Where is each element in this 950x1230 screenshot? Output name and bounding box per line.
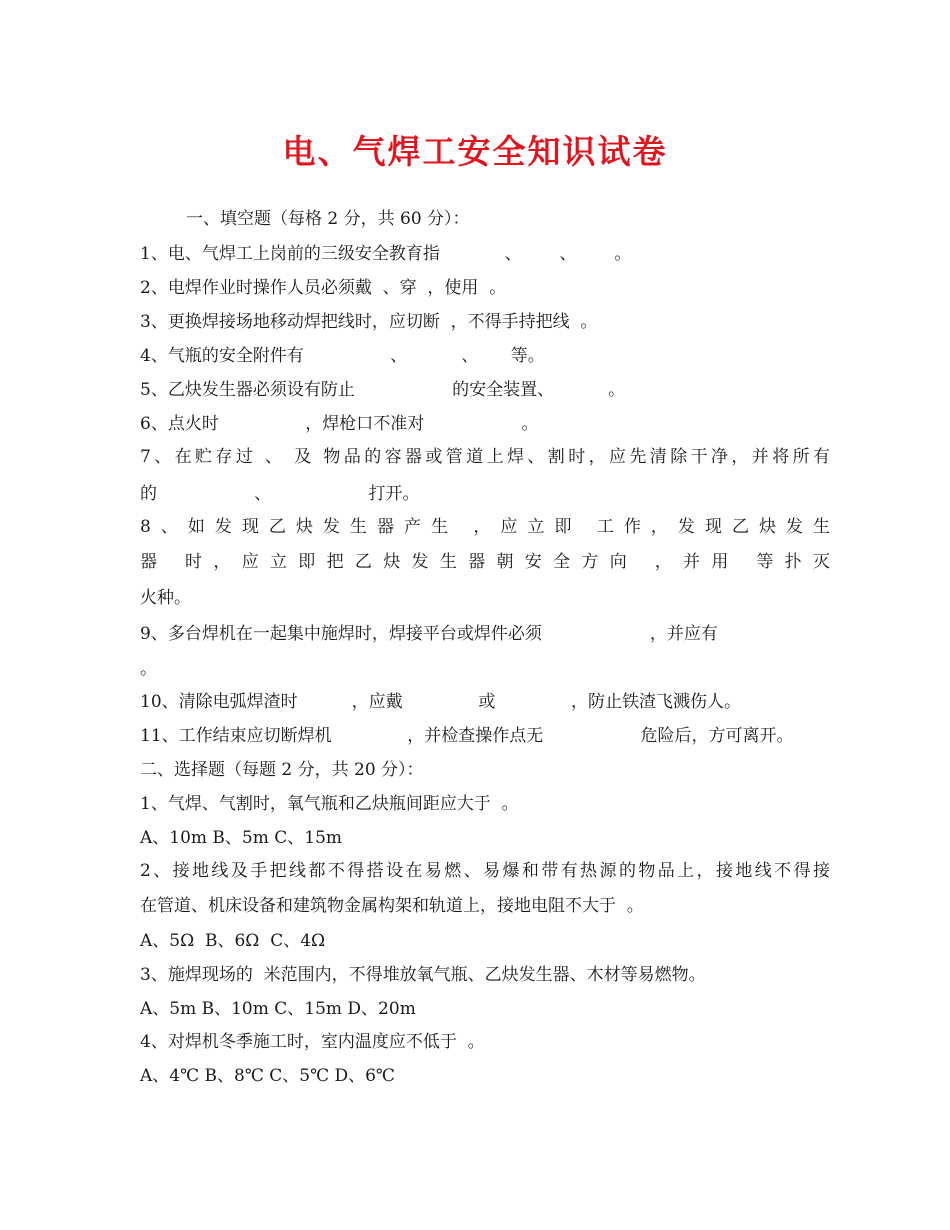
fill-in-question-8-line-1: 8、如发现乙炔发生器产生 ，应立即 工作，发现乙炔发生 — [140, 517, 830, 537]
choice-question-1: 1、气焊、气割时，氧气瓶和乙炔瓶间距应大于 。 — [140, 794, 519, 814]
choice-question-3-options: A、5m B、10m C、15m D、20m — [140, 999, 416, 1019]
choice-question-3: 3、施焊现场的 米范围内，不得堆放氧气瓶、乙炔发生器、木材等易燃物。 — [140, 965, 706, 985]
fill-in-question-7-line-2: 的 、 打开。 — [140, 484, 420, 504]
choice-question-2-line-2: 在管道、机床设备和建筑物金属构架和轨道上，接地电阻不大于 。 — [140, 896, 644, 916]
fill-in-question-9-line-2: 。 — [140, 659, 157, 679]
choice-question-4: 4、对焊机冬季施工时，室内温度应不低于 。 — [140, 1032, 485, 1052]
fill-in-question-3: 3、更换焊接场地移动焊把线时，应切断 ，不得手持把线 。 — [140, 312, 598, 332]
section-heading-choice: 二、选择题（每题 2 分，共 20 分）： — [140, 760, 424, 780]
fill-in-question-2: 2、电焊作业时操作人员必须戴 、穿 ，使用 。 — [140, 278, 507, 298]
fill-in-question-9-line-1: 9、多台焊机在一起集中施焊时，焊接平台或焊件必须 ，并应有 — [140, 624, 718, 644]
choice-question-2-line-1: 2、接地线及手把线都不得搭设在易燃、易爆和带有热源的物品上，接地线不得接 — [140, 861, 830, 881]
section-heading-fill-in: 一、填空题（每格 2 分，共 60 分）： — [186, 209, 470, 229]
fill-in-question-1: 1、电、气焊工上岗前的三级安全教育指 、 、 。 — [140, 244, 632, 264]
choice-question-1-options: A、10m B、5m C、15m — [140, 828, 343, 848]
fill-in-question-8-line-2: 器 时，应立即把乙炔发生器朝安全方向 ，并用 等扑灭 — [140, 552, 830, 572]
fill-in-question-4: 4、气瓶的安全附件有 、 、 等。 — [140, 346, 545, 366]
fill-in-question-6: 6、点火时 ，焊枪口不准对 。 — [140, 414, 539, 434]
fill-in-question-11: 11、工作结束应切断焊机 ，并检查操作点无 危险后，方可离开。 — [140, 726, 794, 746]
fill-in-question-10: 10、清除电弧焊渣时 ，应戴 或 ，防止铁渣飞溅伤人。 — [140, 692, 741, 712]
fill-in-question-5: 5、乙炔发生器必须设有防止 的安全装置、 。 — [140, 380, 626, 400]
fill-in-question-8-line-3: 火种。 — [140, 588, 191, 608]
fill-in-question-7-line-1: 7、在贮存过 、 及 物品的容器或管道上焊、割时，应先清除干净，并将所有 — [140, 447, 830, 467]
choice-question-4-options: A、4℃ B、8℃ C、5℃ D、6℃ — [140, 1066, 395, 1086]
choice-question-2-options: A、5Ω B、6Ω C、4Ω — [140, 931, 326, 951]
document-title: 电、气焊工安全知识试卷 — [282, 132, 668, 171]
